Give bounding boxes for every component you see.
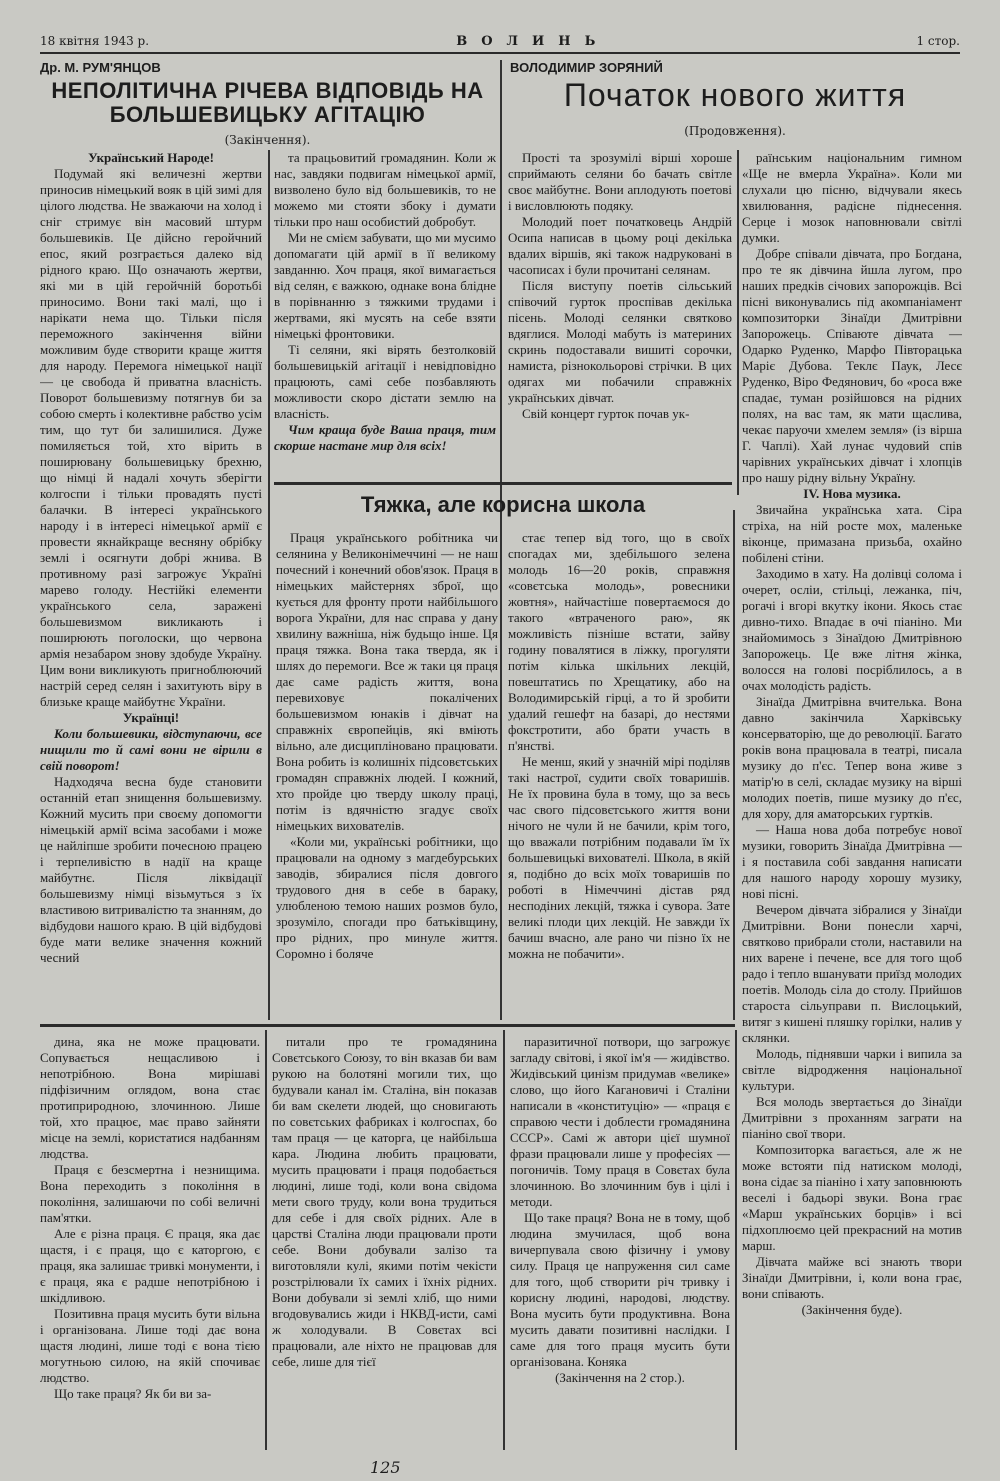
column-rule (735, 1030, 737, 1450)
paragraph: Вечером дівчата зібралися у Зінаїди Дмитрівни. Вони понесли харчі, святково прибрали столи, наставили на них варене і печене, все для того щоб радо і тепло вшанувати приїзд молодих поетів. Молодь сіла до столу. Прийшов староста сільуправи п. Вислоцький, витяг з кишені пляшку горілки, налив у склянки. (742, 902, 962, 1045)
paragraph: Праця є безсмертна і незнищима. Вона переходить з покоління в покоління, залишаючи по собі величні пам'ятки. (40, 1162, 260, 1225)
masthead: ВОЛИНЬ (456, 33, 610, 49)
article-1-title: НЕПОЛІТИЧНА РІЧЕВА ВІДПОВІДЬ НА БОЛЬШЕВИЦЬКУ АГІТАЦІЮ (51, 78, 484, 127)
paragraph: Праця українського робітника чи селянина у Великонімеччині — не наш почесний і конечний обов'язок. Праця в німецьких майстернях зброї, що кується для фронту проти найбільшого ворога України, для нас справа у дану хвилину важніша, ніж будьщо інше. Ця праця тяжка. Вона така тверда, як і шлях до перемоги. Все ж таки ця праця дає саме радість життя, вона перевиховує покалічених большевизмом юнаків і дівчат на справжніх європейців, які вміють вільно, але дисципліновано працювати. Вона робить із колишніх підсовєтських громадян справжніх людей. І кожний, хто пройде цю тверду школу праці, потім із вдячністю згадує своїх німецьких вихователів. (276, 530, 498, 833)
paragraph: Що таке праця? Вона не в тому, щоб людина змучилася, щоб вона вичерпувала свою фізичну і умову силу. Праця це напруження сил саме для того, щоб створити річ тривку і корисну людині, народові, людству. Вона мусить бути продуктивна. Вона мусить давати позитивні наслідки. І саме для того праця мусить бути організована. Конякa (510, 1210, 730, 1369)
paragraph: Українці! (122, 710, 180, 725)
article-2-title: Початок нового життя (563, 77, 907, 113)
article-2-column-2 (742, 150, 962, 1450)
column-rule (500, 60, 502, 1020)
paragraph: Зінаїда Дмитрівна вчителька. Вона давно закінчила Харківську консерваторію, ще до революції. Багато років вона працювала в театрі, писала музику до п'єс. Тепер вона живе з матір'ю в селі, складає музику на вірші молодих поетів, пише музику до п'єс, для хору, для аматорських гуртків. (742, 694, 962, 821)
section-rule (274, 482, 732, 485)
paragraph: Молодий поет початковець Андрій Осипа написав в цьому році декілька вдалих віршів, які також надруковані в часописах і були прочитані селянам. (508, 214, 732, 277)
article-2-note: (Продовження). (684, 124, 786, 138)
paragraph: Свій концерт гурток почав ук- (522, 406, 690, 421)
article-2-author: ВОЛОДИМИР ЗОРЯНИЙ (510, 60, 663, 75)
archive-mark: 125 (370, 1458, 401, 1477)
paragraph: Але є різна праця. Є праця, яка дає щастя, і є праця, що є каторгою, є праця, яка залишає тривкі монументи, і є праця, яка є радше непотрібною і шкідливою. (40, 1226, 260, 1305)
to-be-continued: (Закінчення буде). (801, 1302, 903, 1317)
paragraph: Дівчата майже всі знають твори Зінаїди Дмитрівни, і, коли вона грає, вони співають. (742, 1254, 962, 1301)
section-rule (40, 1024, 735, 1027)
article-3-column-1 (276, 530, 498, 1020)
paragraph: Після виступу поетів сільський співочий гурток проспівав декілька пісень. Молоді селянки святково вдяглися. Молоді мабуть із материних скринь подоставали вишиті сорочки, намиста, різнокольорові стрічки. В цих одягах ми побачили справжніх українських дівчат. (508, 278, 732, 405)
article-3-header (274, 492, 732, 526)
paragraph: — Наша нова доба потребує нової музики, говорить Зінаїда Дмитрівна — і я поставила собі завдання написати для нашого народу хорошу музику, нові пісні. (742, 822, 962, 901)
article-1-column-1 (40, 150, 262, 1020)
paragraph: Заходимо в хату. На долівці солома і очерет, осліи, стільці, лежанка, піч, рогачі і вгорі вкутку ікони. Якось стає дивно-тихо. Впадає в очі піаніно. Ми знайомимось з Зінаїдою Дмитрівною Запорожець. Це вже літня жінка, волосся на голові посріблилось, а в очах молодість радість. (742, 566, 962, 693)
article-3-column-2 (508, 530, 730, 1020)
article-1-continued-column-1 (40, 1034, 260, 1449)
article-1-author: Др. М. РУМ'ЯНЦОВ (40, 60, 161, 75)
article-1-continued-column-3 (510, 1034, 730, 1449)
paragraph: паразитичної потвори, що загрожує загладу світові, і якої ім'я — жидівство. Жидівський цинізм придумав «велике» слово, що його Кагановичі і Сталіни написали в «конституцію» — «праця є справою чести і доблести громадянина СССР». Самі ж автори цієї шумної фрази працювали лише у професіях — погоничів. Тому праця в Совєтах була злочинною. Во злочинним був і цілі і методи. (510, 1034, 730, 1209)
paragraph: Що таке праця? Як би ви за- (54, 1386, 212, 1401)
paragraph: Не менш, який у значній мірі поділяв такі настрої, судити своїх товаришів. Не їх провина була в тому, що за весь час свого підсовєтського життя вони нічого не чули й не бачили, крім того, що вважали потрібним подавали їм їх большевицькі вихователі. Школа, в якій я, подібно до всіх моїх товаришів по роботі в Німеччині дістав ряд несподіних лекцій, тяжка і сувора. Зате великі плоди цих лекцій. Не завжди їх бачиш вчасно, але рано чи пізно їх не можна не побачити». (508, 754, 730, 961)
paragraph: Коли большевики, відступаючи, все нищили то й самі вони не вірили в свій поворот! (40, 726, 262, 773)
article-3-title: Тяжка, але корисна школа (360, 492, 646, 517)
column-rule (503, 1030, 505, 1450)
paragraph: Добре співали дівчата, про Богдана, про те як дівчина йшла лугом, про наших предків січових запорожців. Всі пісні виконувались під акомпаніамент композиторки Зінаїди Дмитрівни Запорожець. Співаюте дівчата — Одарко Руденко, Марфо Півторацька Маріє Дубова. Теклє Паук, Лесє Руденко, Віро Федянович, бо «роса вже спадає, туман розійшовся на рідних полях, на вас там, як мати щаслива, чекає паруочи хмелем земля» (із вірша Г. Чаплі). Хай лунає чудовий спів чарівних українських дівчат і хлопців про нашу рідну вільну Україну. (742, 246, 962, 485)
paragraph: стає тепер від того, що в своїх спогадах ми, здебільшого зелена молодь 16—20 років, справжня «совєтська молодь», ровесники жовтня», найчастіше повертаємося до такого «втраченого раю», як можливість пізніше встати, зайву годину повалятися в ліжку, прогуляти потім кілька шкільних лекцій, повештатись по Хрещатику, або на Володимирській гірці, а то й зробити удалий гешефт на базарі, до нестями фокстротити, або брати участь в п'янстві. (508, 530, 730, 753)
column-rule (265, 1030, 267, 1450)
page-header (40, 30, 960, 54)
page-number: 1 стор. (916, 34, 960, 48)
article-1-note: (Закінчення). (224, 133, 311, 147)
paragraph: Звичайна українська хата. Сіра стріха, на ній росте мох, маленьке віконце, примазана призьба, охайно побілені стіни. (742, 502, 962, 565)
paragraph: Вся молодь звертається до Зінаїди Дмитрівни з проханням заграти на піаніно свої твори. (742, 1094, 962, 1141)
continued-note: (Закінчення на 2 стор.). (555, 1370, 685, 1385)
paragraph: Чим краща буде Ваша праця, тим скорше настане мир для всіх! (274, 422, 496, 453)
paragraph: Позитивна праця мусить бути вільна і організована. Лише тоді дає вона щастя людині, лише тоді є вона тією могутньою силою, на якій спочиває людство. (40, 1306, 260, 1385)
paragraph: Прості та зрозумілі вірші хороше сприймають селяни бо бачать світле своє майбутнє. Вони аплодують поетові і висловлюють подяку. (508, 150, 732, 213)
issue-date: 18 квітня 1943 р. (40, 34, 150, 48)
article-1-continued-column-2 (272, 1034, 497, 1449)
article-1-header (40, 60, 495, 160)
article-2-header (510, 60, 960, 155)
section-heading: IV. Нова музика. (803, 486, 901, 501)
paragraph: Подумай які величезні жертви приносив німецький вояк в цій зимі для цілого людства. Не зважаючи на холод і сніг стримує він масовий штурм большевиків. Це дійсно геройчний епос, який розграється далеко від рідного краю. Що означають жертви, які ми в цій геройчній боротьбі приносимо. Вони такі малі, що і нарікати нема що. Тільки після переможного закінчення війни можливим буде створити краще життя для народу. Перемога німецької нації — це свобода й приватна власність. Поворот большевизму потягнув би за собою смерть і колективне рабство усім тим, що тут би залишилися. Дуже помиляється той, хто вірить в поширювану большевицьку брехню, що німці й надалі хочуть зберігти колгоспи і тільки провадять пусті балачки. В інтересі українського народу і в інтересі німецької армії є провести якнайкраще весняну обрібку землі і осягнути добрі жнива. В противному разі загрожує Україні марево голоду. Нестійкі елементи українського села, заражені большевизмом викликають і поширюють поголоски, що червона армія незабаром знову здобуде Україну. Цим вони викликують пригноблюючий настрій серед селян і захитують віру в близьке краще майбутнє України. (40, 166, 262, 709)
column-rule (737, 150, 739, 495)
article-1-column-2 (274, 150, 496, 480)
paragraph: Ми не смієм забувати, що ми мусимо допомагати цій армії в її великому завданню. Хоч праця, якої вимагається від селян, є важкою, однаке вона блідне в порівнанню з тяжкими трудами і жертвами, які мусять на себе взяти німецькі фронтовики. (274, 230, 496, 341)
paragraph: Ті селяни, які вірять безтолковій большевицькій агітації і невідповідно працюють, самі себе позбавляють можливости скоро дістати землю на власність. (274, 342, 496, 421)
paragraph: «Коли ми, українські робітники, що працювали на одному з магдебурських заводів, збиралися після довгого трудового дня в себе в бараку, улюбленою темою наших розмов було, зрозуміло, спогади про батьківщину, про рідних, про минуле життя. Соромно і боляче (276, 834, 498, 961)
paragraph: раїнським національним гимном «Ще не вмерла Україна». Коли ми слухали цю пісню, відчували якесь хвилювання, радісне піднесення. Серце і мозок наповнювали світлі думки. (742, 150, 962, 245)
paragraph: та працьовитий громадянин. Коли ж нас, завдяки подвигам німецької армії, визволено було від большевиків, то не можемо ми стояти збоку і думати тільки про наш особистий добробут. (274, 150, 496, 229)
paragraph: дина, яка не може працювати. Сопувається нещасливою і непотрібною. Вона мирішаві підфізичним оглядом, вона стає протиприродною, злочинною. Лише той, хто працює, має право зайняти місце на землі, користатися надбанням людства. (40, 1034, 260, 1161)
paragraph: Український Народе! (88, 150, 214, 165)
paragraph: Молодь, піднявши чарки і випила за світле відродження національної культури. (742, 1046, 962, 1093)
article-2-column-1 (508, 150, 732, 485)
paragraph: питали про те громадянина Совєтського Союзу, то він вказав би вам рукою на болотяні могили тих, що будували канал ім. Сталіна, він показав би вам скелети людей, що сновигають по совєтських фабриках і колгоспах, бо там праця — це каторга, це найбільша кара. Людина любить працювати, мусить працювати і праця подобається людині, лише тоді, коли вона свідома мети свого труду, коли вона трудиться для себе і для своїх рідних. Але в царстві Сталіна люди працювали проти себе. Вони добували залізо та виготовляли кулі, якими потім чекісти розстрілювали їх самих і їхніх рідних. Вони добували зі землі хліб, що ними вгодовувались жиди і НКВД-исти, самі ж холодували. В Совєтах всі працювали, але ніхто не працював для себе, лише для тієї (272, 1034, 497, 1369)
paragraph: Композиторка вагається, але ж не може встояти під натиском молоді, вона сідає за піаніно і хату заповнюють веселі і бадьорі звуки. Вона грає «Марш українських борців» і всі підхоплюємо цей прекрасний на мотив марш. (742, 1142, 962, 1253)
column-rule (733, 510, 735, 1020)
paragraph: Надходяча весна буде становити останній етап знищення большевизму. Кожний мусить при своєму допомогти німецькій армії всіма засобами і може це найліпше зробити почесною працею і терпеливістю в надії на краще майбутнє. Після ліквідації большевизму німці візьмуться з їх властивою витривалістю та знанням, до відбудови нашого краю. В цій відбудові буде мати велике значення кожний чесний (40, 774, 262, 965)
column-rule (268, 150, 270, 1020)
